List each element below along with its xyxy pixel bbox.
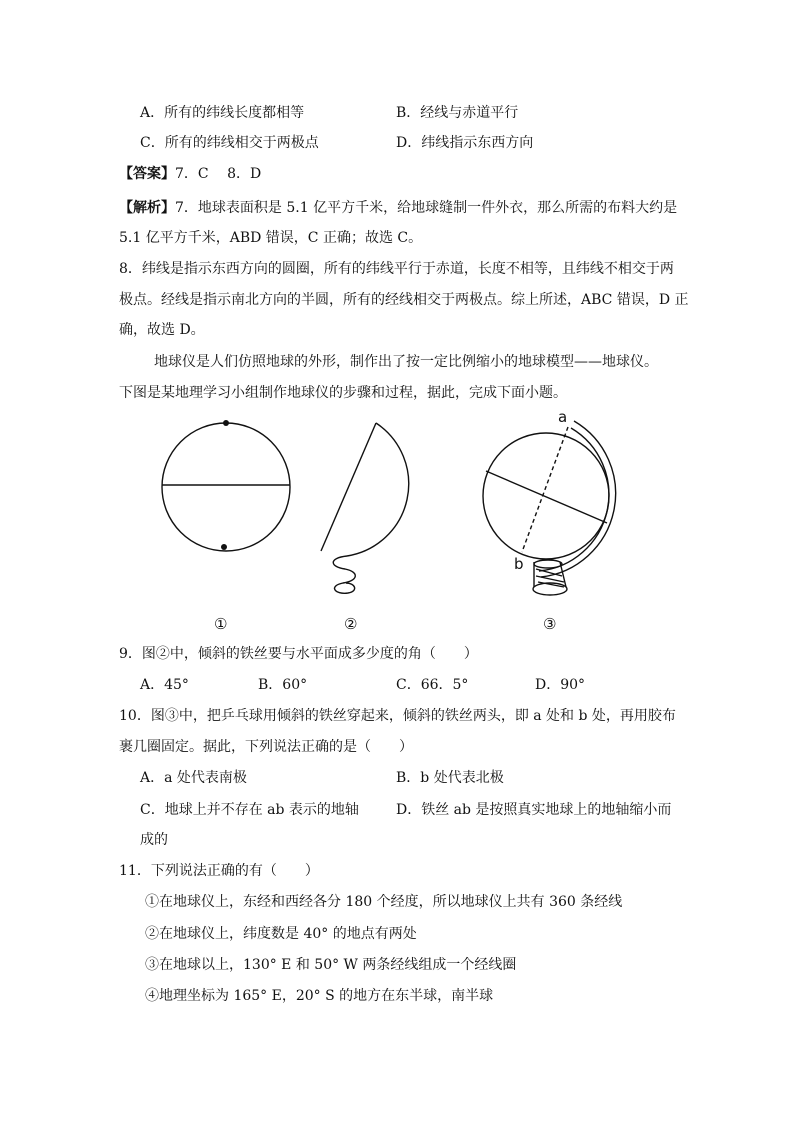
step1-circle [162, 423, 290, 551]
q10-stem-line2: 裹几圈固定。据此，下列说法正确的是（ ） [119, 739, 413, 755]
step3-meridian-ring-inner [539, 428, 609, 571]
q9-option-d: D．90° [535, 677, 586, 693]
step3-equator-line [486, 471, 607, 523]
analysis-q7-text1: 7．地球表面积是 5.1 亿平方千米，给地球缝制一件外衣，那么所需的布料大约是 [175, 200, 678, 216]
answer-label: 【答案】 [119, 166, 175, 182]
q9-option-a: A．45° [140, 677, 189, 693]
step1-south-pole-dot [221, 544, 227, 550]
q10-option-c: C．地球上并不存在 ab 表示的地轴 [140, 802, 359, 818]
q10-option-b: B．b 处代表北极 [396, 770, 504, 786]
analysis-label: 【解析】 [119, 200, 175, 216]
analysis-q7-line2: 5.1 亿平方千米，ABD 错误，C 正确；故选 C。 [119, 230, 423, 246]
caption-step3: ③ [543, 615, 557, 633]
step3-label-a: a [558, 408, 568, 426]
q11-statement-1: ①在地球仪上，东经和西经各分 180 个经度，所以地球仪上共有 360 条经线 [145, 894, 623, 910]
step1-north-pole-dot [223, 420, 229, 426]
step3-label-b: b [514, 555, 524, 573]
q11-statement-3: ③在地球以上，130° E 和 50° W 两条经线组成一个经线圈 [145, 957, 517, 973]
q8-option-d: D．纬线指示东西方向 [396, 135, 534, 151]
q11-statement-4: ④地理坐标为 165° E，20° S 的地方在东半球，南半球 [145, 988, 494, 1004]
q10-option-a: A．a 处代表南极 [140, 770, 247, 786]
q10-option-d-line2: 成的 [140, 832, 168, 848]
intro-line1: 地球仪是人们仿照地球的外形，制作出了按一定比例缩小的地球模型——地球仪。 [154, 354, 658, 370]
q8-option-c: C．所有的纬线相交于两极点 [140, 135, 319, 151]
q11-statement-2: ②在地球仪上，纬度数是 40° 的地点有两处 [145, 926, 417, 942]
q10-stem-line1: 10．图③中，把乒乓球用倾斜的铁丝穿起来，倾斜的铁丝两头，即 a 处和 b 处，再用胶布 [119, 708, 676, 724]
globe-steps-figure [150, 405, 640, 635]
answer-line [119, 164, 261, 184]
analysis-q8-line1: 8．纬线是指示东西方向的圆圈，所有的纬线平行于赤道，长度不相等，且纬线不相交于两 [119, 261, 674, 277]
intro-line2: 下图是某地理学习小组制作地球仪的步骤和过程，据此，完成下面小题。 [119, 385, 567, 401]
analysis-q8-line2: 极点。经线是指示南北方向的半圆，所有的经线相交于两极点。综上所述，ABC 错误，D 正 [119, 292, 689, 308]
q9-stem: 9．图②中，倾斜的铁丝要与水平面成多少度的角（ ） [119, 646, 478, 662]
step2-stand-spiral [333, 556, 355, 593]
step2-tilted-wire [321, 423, 376, 551]
q10-option-d-line1: D．铁丝 ab 是按照真实地球上的地轴缩小而 [396, 802, 672, 818]
caption-step2: ② [344, 615, 358, 633]
step2-semicircle [347, 423, 409, 556]
step3-globe [483, 433, 609, 559]
q9-option-b: B．60° [258, 677, 308, 693]
q8-option-b: B．经线与赤道平行 [396, 105, 519, 121]
answer-text: 7．C 8．D [175, 166, 262, 182]
q11-stem: 11．下列说法正确的有（ ） [119, 863, 319, 879]
q9-option-c: C．66．5° [396, 677, 469, 693]
step3-stand-top [534, 560, 562, 568]
q8-option-a: A．所有的纬线长度都相等 [140, 105, 305, 121]
caption-step1: ① [214, 615, 228, 633]
analysis-q8-line3: 确，故选 D。 [119, 322, 205, 338]
analysis-q7-line1 [119, 198, 677, 218]
